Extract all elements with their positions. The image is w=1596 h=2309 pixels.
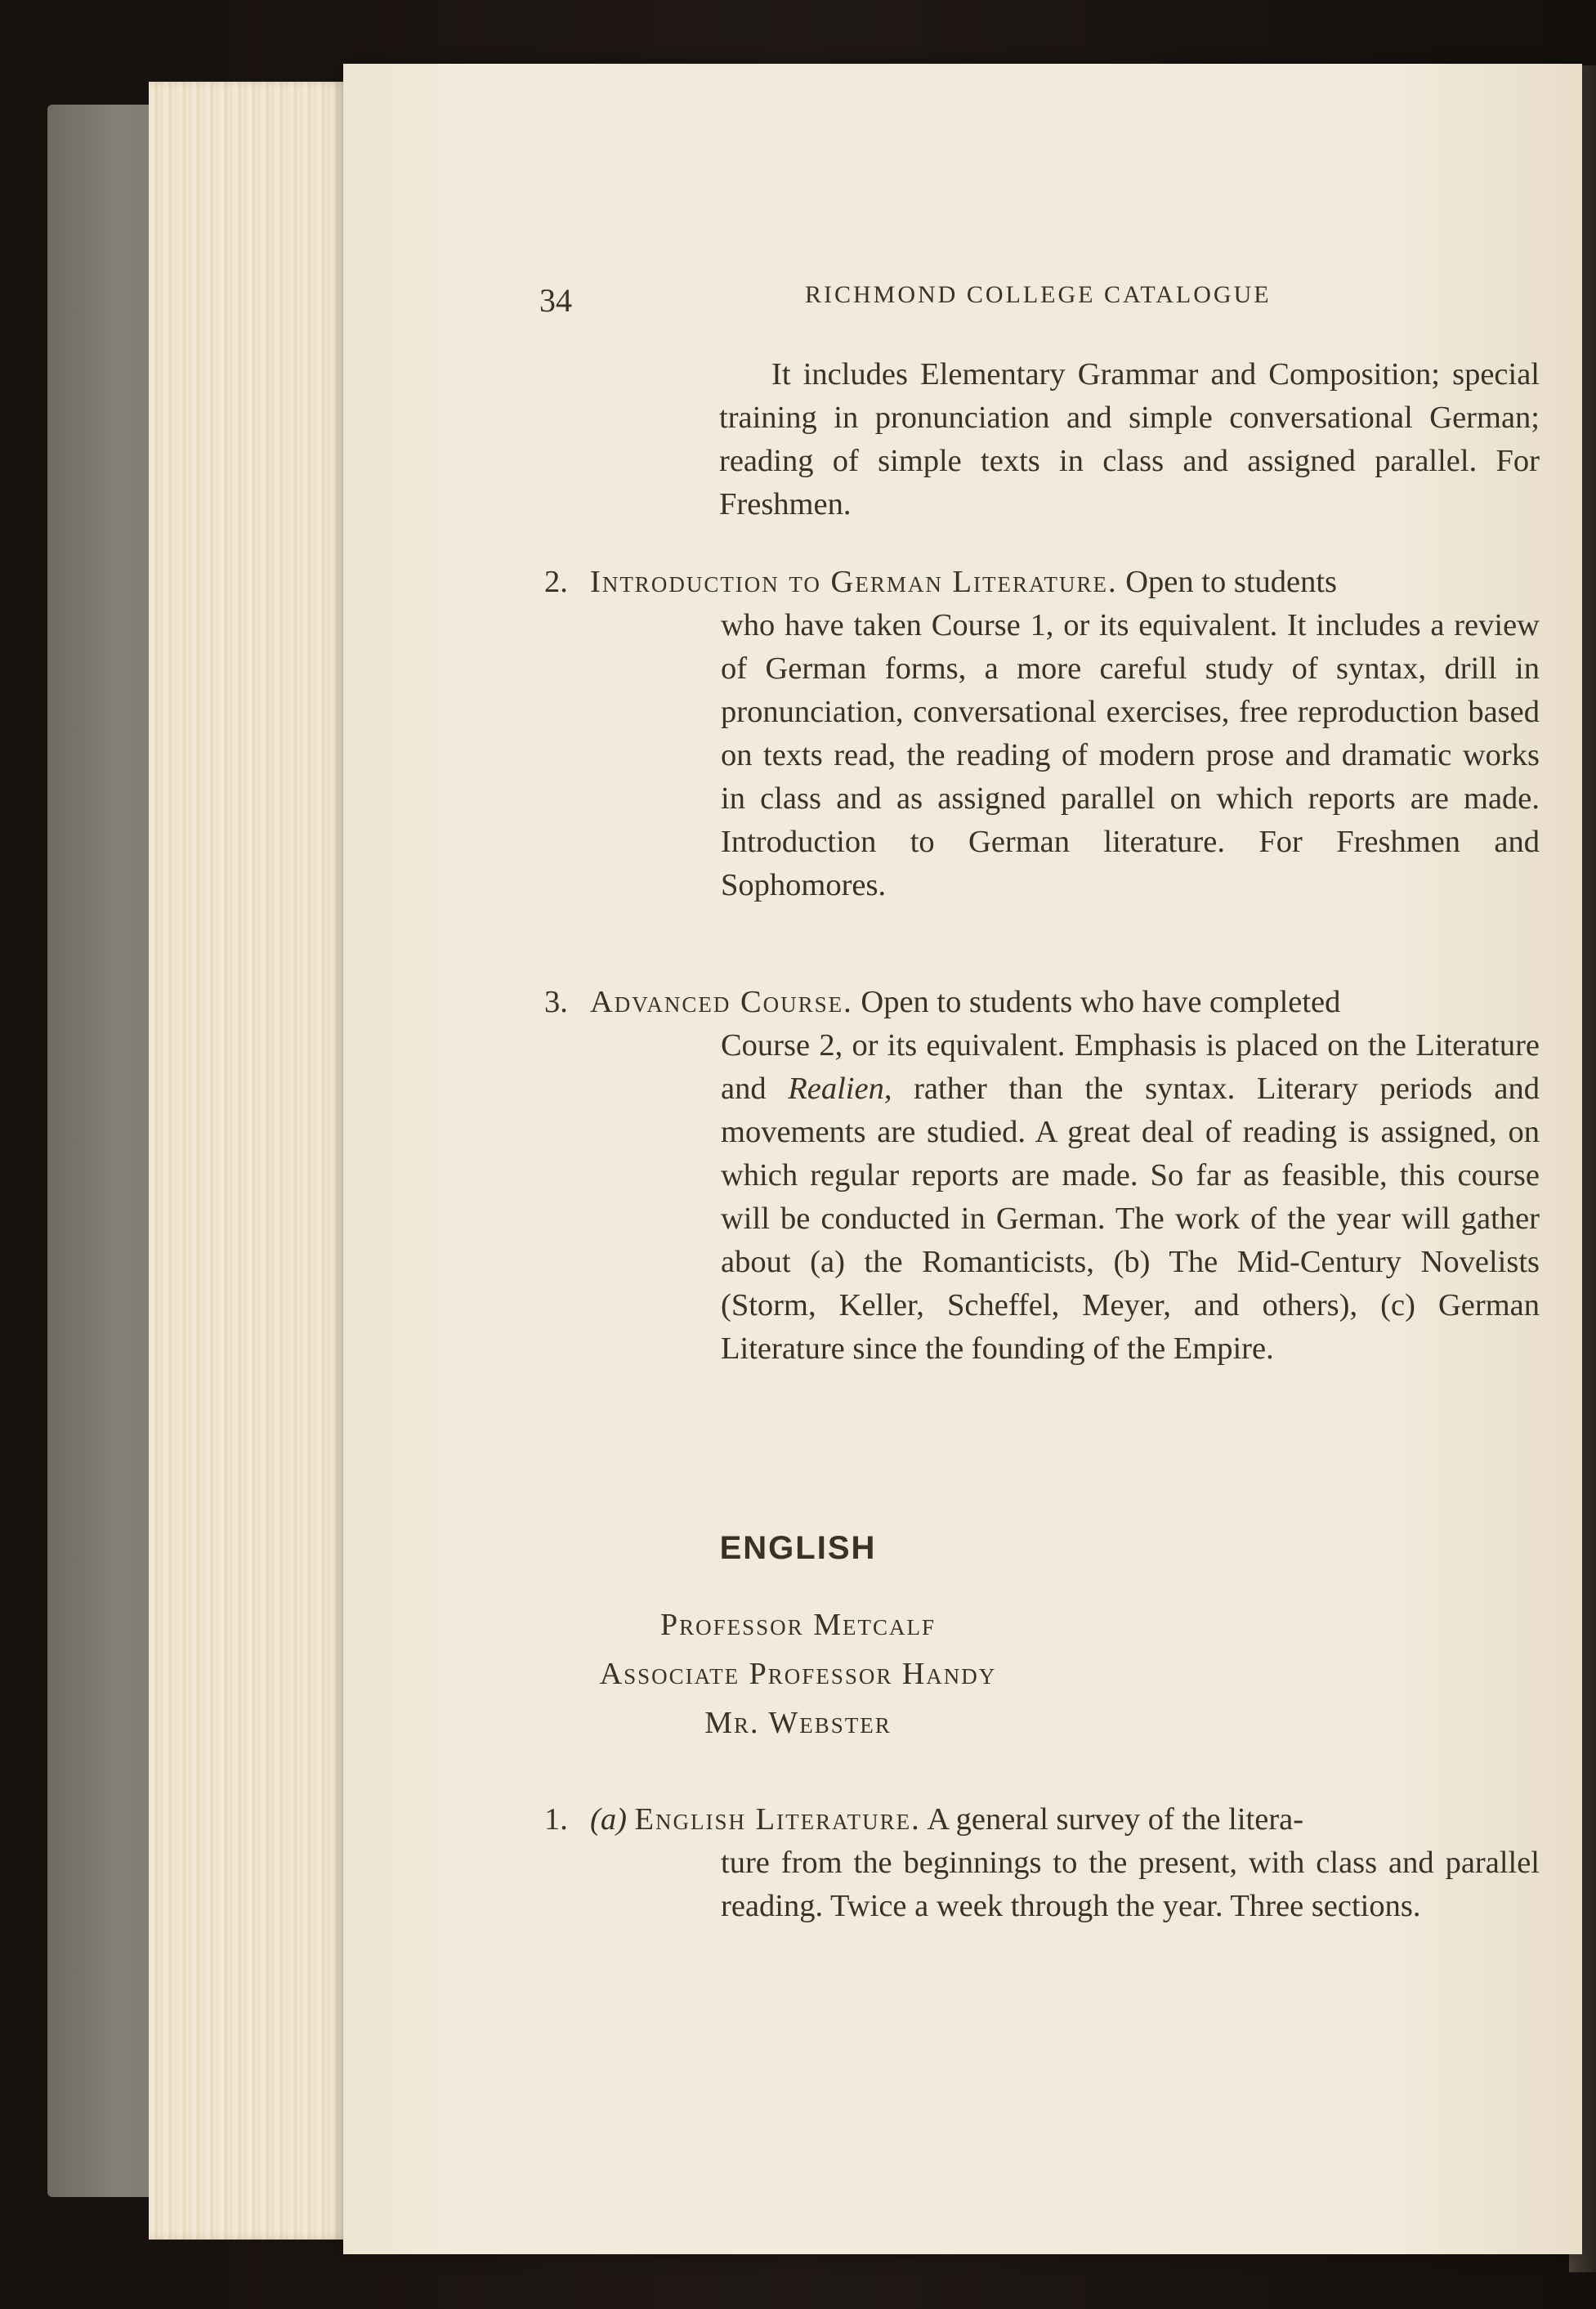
course-item-3-first-line-rest: Open to students who have completed <box>861 985 1341 1019</box>
course-item-1a <box>590 1798 1540 1928</box>
course-item-2 <box>590 561 1540 907</box>
course-item-3-heading: Advanced Course. <box>590 985 853 1019</box>
course-item-1a-body: ture from the beginnings to the present, with class and parallel reading. Twice a week through the year. Three sections. <box>721 1846 1540 1923</box>
staff-line-2: Associate Professor Handy <box>599 1657 997 1691</box>
item-number-1: 1. <box>544 1802 568 1837</box>
course-item-2-first-line <box>590 561 1540 604</box>
staff-line-3: Mr. Webster <box>704 1706 892 1740</box>
course-item-2-heading: Introduction to German Literature. <box>590 565 1118 599</box>
staff-line-1: Professor Metcalf <box>660 1608 936 1642</box>
course-item-1a-sub-label: (a) <box>590 1802 627 1837</box>
course-item-3-body <box>590 1024 1540 1371</box>
intro-paragraph: It includes Elementary Grammar and Composition; special training in pronunciation and simple conversational German; reading of simple texts in class and assigned parallel. For Freshmen. <box>719 357 1540 521</box>
page-number: 34 <box>539 282 572 319</box>
course-item-1a-first-line <box>590 1798 1540 1841</box>
course-item-3 <box>590 981 1540 1371</box>
section-title-english: ENGLISH <box>719 1530 877 1566</box>
running-head: RICHMOND COLLEGE CATALOGUE <box>805 281 1272 308</box>
item-number-2: 2. <box>544 565 568 599</box>
course-item-2-body: who have taken Course 1, or its equivalent. It includes a review of German forms, a more careful study of syntax, drill in pronunciation, conversational exercises, free reproduction based on texts read, the reading of modern prose and dramatic works in class and as assigned parallel on which reports are made. Introduction to German literature. For Freshmen and Sophomores. <box>721 608 1540 902</box>
course-item-1a-first-line-rest: A general survey of the litera- <box>927 1802 1304 1837</box>
page-edges-stack <box>149 82 361 2240</box>
course-item-3-first-line <box>590 981 1540 1024</box>
course-item-3-body-after-italic: rather than the syntax. Literary periods and movements are studied. A great deal of reading is assigned, on which regular reports are made. So far as feasible, this course will be conducted in German. The work of the year will gather about (a) the Romanticists, (b) The Mid-Century Novelists (Storm, Keller, Scheffel, Meyer, and others), (c) German Literature since the founding of the Empire. <box>721 1072 1540 1366</box>
course-item-1a-heading: English Literature. <box>634 1802 921 1837</box>
course-item-3-body-before-italic: Course 2, or its equivalent. Emphasis is placed on the Literature and <box>721 1028 1540 1106</box>
item-number-3: 3. <box>544 985 568 1019</box>
course-item-2-first-line-rest: Open to students <box>1125 565 1338 599</box>
course-item-3-italic-word: Realien, <box>788 1072 892 1106</box>
